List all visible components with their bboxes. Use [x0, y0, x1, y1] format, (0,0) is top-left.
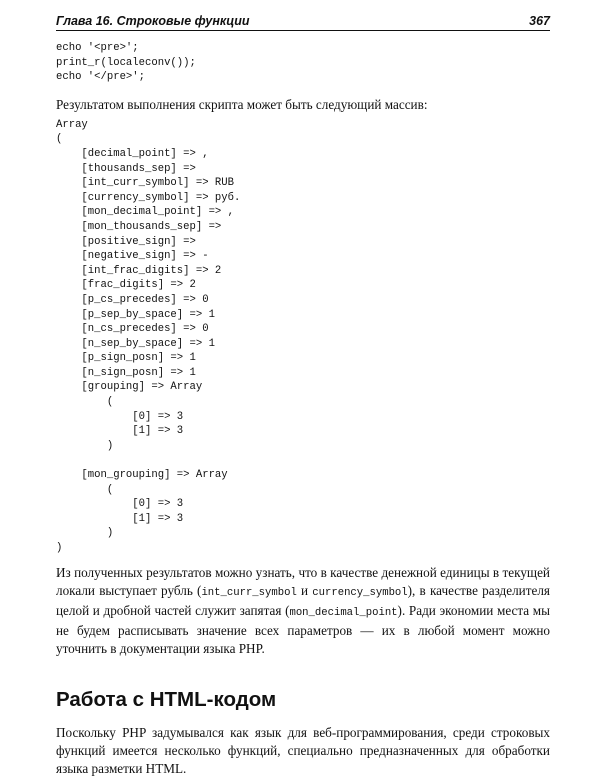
code-line: [n_sep_by_space] => 1	[81, 337, 215, 350]
paragraph-text: и	[296, 582, 313, 598]
section-title: Работа с HTML-кодом	[56, 687, 277, 711]
code-line: [p_cs_precedes] => 0	[81, 293, 209, 306]
code-line: )	[106, 439, 114, 452]
code-line: [int_frac_digits] => 2	[81, 264, 222, 277]
code-line: [0] => 3	[132, 410, 184, 423]
code-line: [1] => 3	[132, 512, 184, 525]
code-line: print_r(localeconv());	[56, 56, 196, 69]
paragraph-text: Из полученных результатов можно узнать, что в качестве денежной единицы в текущей локали выступает рубль (	[56, 564, 550, 598]
code-line: [0] => 3	[132, 498, 184, 511]
inline-code: mon_decimal_point	[289, 606, 398, 619]
code-line: [negative_sign] => -	[81, 250, 209, 263]
code-line: [mon_thousands_sep] =>	[81, 220, 222, 233]
code-line: [thousands_sep] =>	[81, 162, 196, 175]
code-line: [positive_sign] =>	[81, 235, 196, 248]
inline-code: currency_symbol	[312, 586, 408, 599]
code-line: [frac_digits] => 2	[81, 279, 196, 292]
code-line: [p_sign_posn] => 1	[81, 352, 196, 365]
code-line: [currency_symbol] => руб.	[81, 191, 241, 204]
code-line: (	[56, 133, 63, 146]
code-line: [n_cs_precedes] => 0	[81, 323, 209, 336]
code-line: [mon_decimal_point] => ,	[81, 206, 235, 219]
chapter-title: Глава 16. Строковые функции	[56, 14, 250, 28]
lead-paragraph: Результатом выполнения скрипта может быть следующий массив:	[56, 96, 428, 112]
paragraph-text: ), в качестве разделителя целой и дробной частей служит запятая (	[56, 582, 551, 618]
code-line: [mon_grouping] => Array	[81, 469, 228, 482]
paragraph-text: ). Ради экономии места мы не будем расписывать значение всех параметров — их в любой момент можно уточнить в документации языка PHP.	[56, 602, 551, 656]
code-line: Array	[56, 118, 88, 131]
code-line: )	[106, 527, 114, 540]
code-line: [decimal_point] => ,	[81, 147, 209, 160]
result-paragraph	[56, 564, 550, 658]
code-line: [p_sep_by_space] => 1	[81, 308, 215, 321]
book-page	[56, 14, 550, 778]
code-line: echo '</pre>';	[56, 71, 146, 84]
code-line: echo '<pre>';	[56, 42, 139, 54]
section-paragraph: Поскольку PHP задумывался как язык для веб-программирования, среди строковых функций имеется несколько функций, специально предназначенных для обработки языка разметки HTML.	[56, 724, 550, 776]
inline-code: int_curr_symbol	[201, 586, 297, 599]
code-listing-array	[56, 118, 550, 556]
code-line: [1] => 3	[132, 425, 184, 438]
code-line: [n_sign_posn] => 1	[81, 366, 196, 379]
code-listing-intro	[56, 41, 550, 85]
code-line: (	[106, 396, 114, 409]
page-number: 367	[529, 14, 550, 28]
code-line: (	[106, 483, 114, 496]
code-line: [int_curr_symbol] => RUB	[81, 177, 235, 190]
code-line: )	[56, 542, 63, 554]
running-header	[56, 14, 550, 31]
code-line: [grouping] => Array	[81, 381, 203, 394]
